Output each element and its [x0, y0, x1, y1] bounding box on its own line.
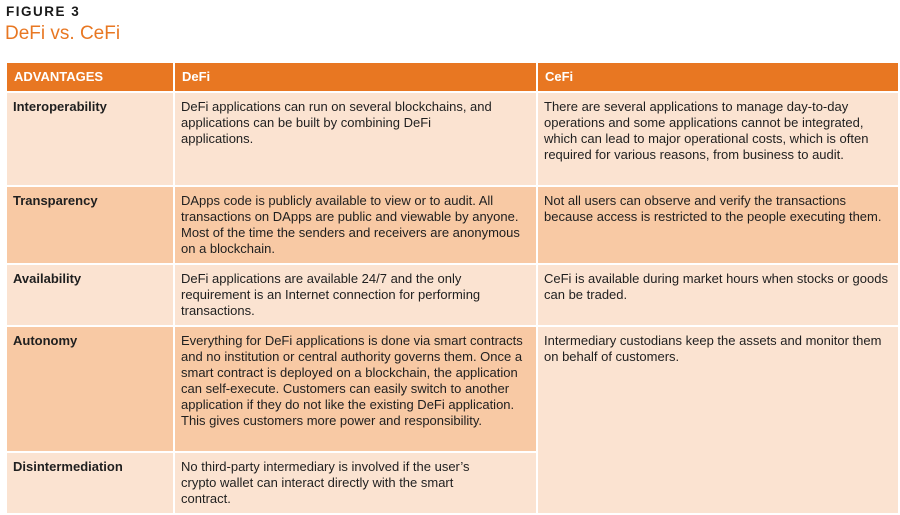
row-advantage: Interoperability — [6, 92, 174, 186]
row-defi: Everything for DeFi applications is done via smart contracts and no institution or central authority governs them. Once a smart contract is deployed on a blockchain, the application can self-execute. Customers can easily switch to another application if they do not like the existing DeFi application. This gives customers more power and responsibility. — [174, 326, 537, 452]
row-advantage: Availability — [6, 264, 174, 326]
row-defi: No third-party intermediary is involved if the user’s crypto wallet can interact directly with the smart contract. — [174, 452, 537, 514]
table-row — [6, 264, 899, 326]
row-defi: DeFi applications are available 24/7 and the only requirement is an Internet connection for performing transactions. — [174, 264, 537, 326]
row-cefi: Intermediary custodians keep the assets and monitor them on behalf of customers. — [537, 326, 899, 514]
row-cefi: Not all users can observe and verify the transactions because access is restricted to the people executing them. — [537, 186, 899, 264]
row-cefi: There are several applications to manage day-to-day operations and some applications cannot be integrated, which can lead to major operational costs, which is often required for various reasons, from business to audit. — [537, 92, 899, 186]
row-advantage: Autonomy — [6, 326, 174, 452]
table-header-row — [6, 62, 899, 92]
figure-title: DeFi vs. CeFi — [5, 23, 121, 44]
row-defi: DeFi applications can run on several blockchains, and applications can be built by combining DeFi applications. — [174, 92, 537, 186]
header-cefi: CeFi — [537, 62, 899, 92]
header-defi: DeFi — [174, 62, 537, 92]
row-advantage: Transparency — [6, 186, 174, 264]
table-row — [6, 186, 899, 264]
row-defi: DApps code is publicly available to view or to audit. All transactions on DApps are public and viewable by anyone. Most of the time the senders and receivers are anonymous on a blockchain. — [174, 186, 537, 264]
row-cefi: CeFi is available during market hours when stocks or goods can be traded. — [537, 264, 899, 326]
figure-label: FIGURE 3 — [6, 4, 81, 19]
row-advantage: Disintermediation — [6, 452, 174, 514]
table-row — [6, 326, 899, 452]
comparison-table — [5, 61, 900, 515]
table-row — [6, 92, 899, 186]
header-advantages: ADVANTAGES — [6, 62, 174, 92]
